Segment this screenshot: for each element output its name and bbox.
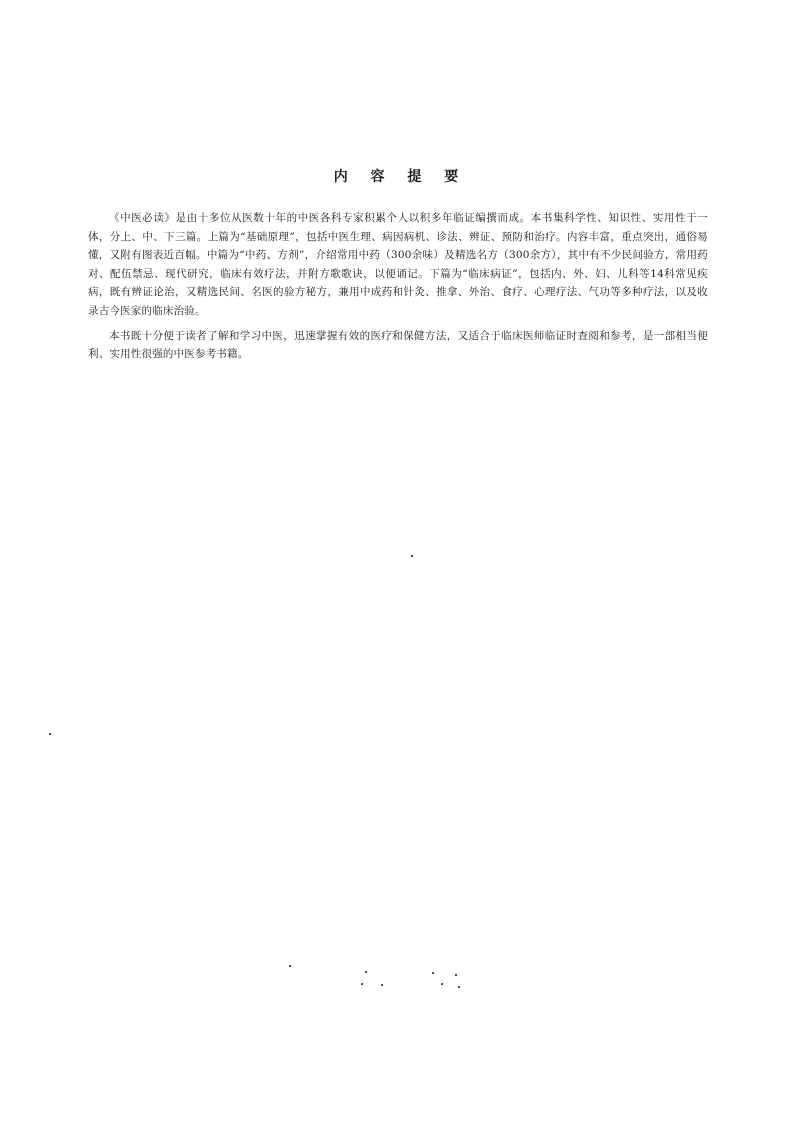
scan-speck	[458, 986, 460, 988]
summary-body	[88, 209, 708, 364]
scan-speck	[361, 983, 363, 985]
scan-speck	[455, 974, 457, 976]
scan-speck	[365, 971, 367, 973]
summary-paragraph-1: 《中医必读》是由十多位从医数十年的中医各科专家积累个人以积多年临证编撰而成。本书集科学性、知识性、实用性于一体，分上、中、下三篇。上篇为“基础原理”，包括中医生理、病因病机、诊法、辨证、预防和治疗。内容丰富，重点突出，通俗易懂，又附有图表近百幅。中篇为“中药、方剂”，介绍常用中药（300余味）及精选名方（300余方），其中有不少民间验方，常用药对、配伍禁忌、现代研究，临床有效疗法，并附方歌歌诀，以便诵记。下篇为“临床病证”，包括内、外、妇、儿科等14科常见疾病，既有辨证论治，又精选民间、名医的验方秘方，兼用中成药和针灸、推拿、外治、食疗、心理疗法、气功等多种疗法，以及收录古今医家的临床治验。	[88, 212, 708, 317]
scan-speck	[432, 972, 434, 974]
scan-speck	[49, 733, 51, 735]
summary-paragraph-2: 本书既十分便于读者了解和学习中医，迅速掌握有效的医疗和保健方法，又适合于临床医师临证时查阅和参考，是一部相当便利、实用性很强的中医参考书籍。	[88, 329, 708, 361]
page-title: 内 容 提 要	[333, 169, 468, 185]
scan-speck	[411, 555, 413, 557]
scan-speck	[381, 984, 383, 986]
scan-speck	[289, 965, 291, 967]
scan-speck	[441, 983, 443, 985]
